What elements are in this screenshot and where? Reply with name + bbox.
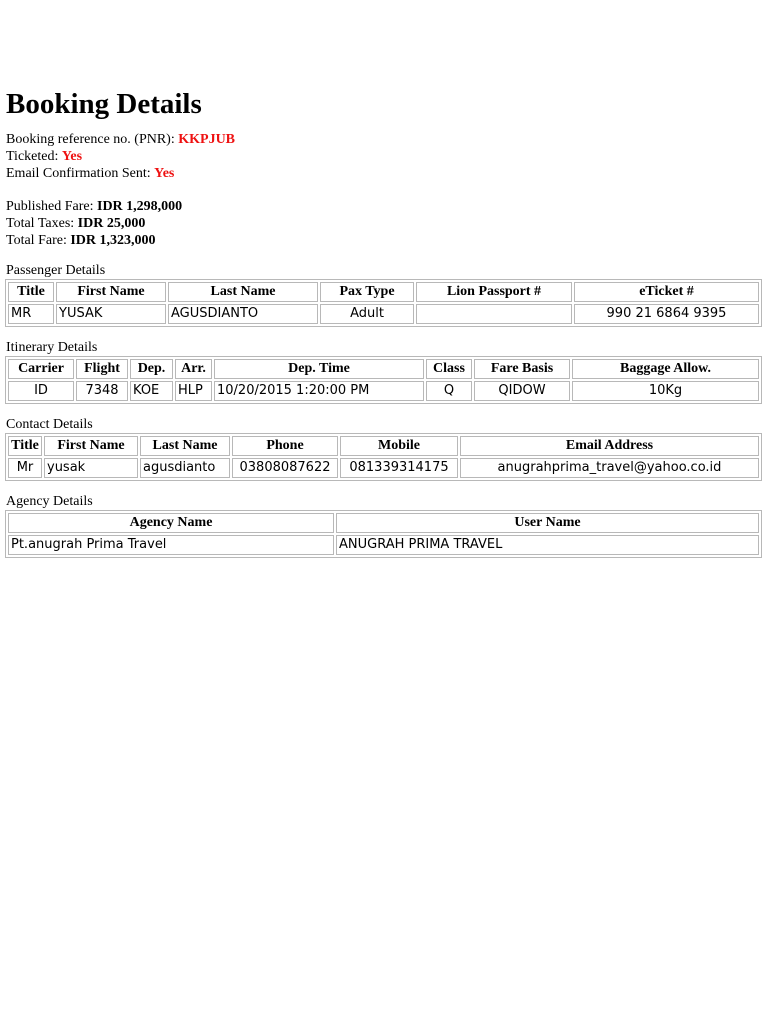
header-last-name: Last Name: [140, 436, 230, 456]
ticketed-row: [6, 148, 763, 165]
cell-title: Mr: [8, 458, 42, 478]
booking-info: [6, 131, 763, 249]
email-confirmation-label: Email Confirmation Sent:: [6, 166, 151, 181]
header-pax-type: Pax Type: [320, 282, 414, 302]
pnr-value: KKPJUB: [178, 132, 236, 147]
table-header-row: [8, 282, 759, 302]
header-email-address: Email Address: [460, 436, 759, 456]
contact-details-label: Contact Details: [6, 417, 93, 432]
cell-baggage-allow: 10Kg: [572, 381, 759, 401]
cell-title: MR: [8, 304, 54, 324]
agency-details-label: Agency Details: [6, 494, 93, 509]
cell-pax-type: Adult: [320, 304, 414, 324]
total-fare-label: Total Fare:: [6, 233, 67, 248]
page-title: Booking Details: [6, 88, 202, 120]
cell-arr: HLP: [175, 381, 212, 401]
ticketed-label: Ticketed:: [6, 149, 59, 164]
cell-dep: KOE: [130, 381, 173, 401]
cell-agency-name: Pt.anugrah Prima Travel: [8, 535, 334, 555]
table-header-row: [8, 513, 759, 533]
header-flight: Flight: [76, 359, 128, 379]
header-baggage-allow: Baggage Allow.: [572, 359, 759, 379]
header-arr: Arr.: [175, 359, 212, 379]
published-fare-label: Published Fare:: [6, 199, 94, 214]
booking-page: [6, 86, 763, 558]
cell-eticket: 990 21 6864 9395: [574, 304, 759, 324]
header-carrier: Carrier: [8, 359, 74, 379]
cell-phone: 03808087622: [232, 458, 338, 478]
header-agency-name: Agency Name: [8, 513, 334, 533]
header-eticket: eTicket #: [574, 282, 759, 302]
cell-mobile: 081339314175: [340, 458, 458, 478]
header-mobile: Mobile: [340, 436, 458, 456]
table-row: [8, 458, 759, 478]
cell-lion-passport: [416, 304, 572, 324]
email-confirmation-value: Yes: [154, 166, 175, 181]
cell-class: Q: [426, 381, 472, 401]
published-fare-row: [6, 198, 763, 215]
total-taxes-label: Total Taxes:: [6, 216, 75, 231]
header-title: Title: [8, 436, 42, 456]
header-dep: Dep.: [130, 359, 173, 379]
passenger-details-label: Passenger Details: [6, 263, 106, 278]
cell-first-name: yusak: [44, 458, 138, 478]
cell-flight: 7348: [76, 381, 128, 401]
header-class: Class: [426, 359, 472, 379]
header-title: Title: [8, 282, 54, 302]
ticketed-value: Yes: [61, 149, 83, 164]
pnr-row: [6, 131, 763, 148]
cell-last-name: agusdianto: [140, 458, 230, 478]
cell-last-name: AGUSDIANTO: [168, 304, 318, 324]
cell-user-name: ANUGRAH PRIMA TRAVEL: [336, 535, 759, 555]
header-first-name: First Name: [44, 436, 138, 456]
total-taxes-value: IDR 25,000: [77, 216, 146, 231]
pnr-label: Booking reference no. (PNR):: [6, 132, 175, 147]
cell-email-address: anugrahprima_travel@yahoo.co.id: [460, 458, 759, 478]
cell-carrier: ID: [8, 381, 74, 401]
total-fare-row: [6, 232, 763, 249]
table-row: [8, 381, 759, 401]
header-dep-time: Dep. Time: [214, 359, 424, 379]
header-lion-passport: Lion Passport #: [416, 282, 572, 302]
email-confirmation-row: [6, 165, 763, 182]
header-last-name: Last Name: [168, 282, 318, 302]
table-header-row: [8, 359, 759, 379]
header-fare-basis: Fare Basis: [474, 359, 570, 379]
contact-table: [5, 433, 762, 481]
total-fare-value: IDR 1,323,000: [70, 233, 156, 248]
header-phone: Phone: [232, 436, 338, 456]
total-taxes-row: [6, 215, 763, 232]
table-row: [8, 535, 759, 555]
table-row: [8, 304, 759, 324]
header-user-name: User Name: [336, 513, 759, 533]
cell-first-name: YUSAK: [56, 304, 166, 324]
cell-dep-time: 10/20/2015 1:20:00 PM: [214, 381, 424, 401]
agency-table: [5, 510, 762, 558]
header-first-name: First Name: [56, 282, 166, 302]
published-fare-value: IDR 1,298,000: [97, 199, 183, 214]
table-header-row: [8, 436, 759, 456]
itinerary-table: [5, 356, 762, 404]
cell-fare-basis: QIDOW: [474, 381, 570, 401]
passenger-table: [5, 279, 762, 327]
itinerary-details-label: Itinerary Details: [6, 340, 98, 355]
